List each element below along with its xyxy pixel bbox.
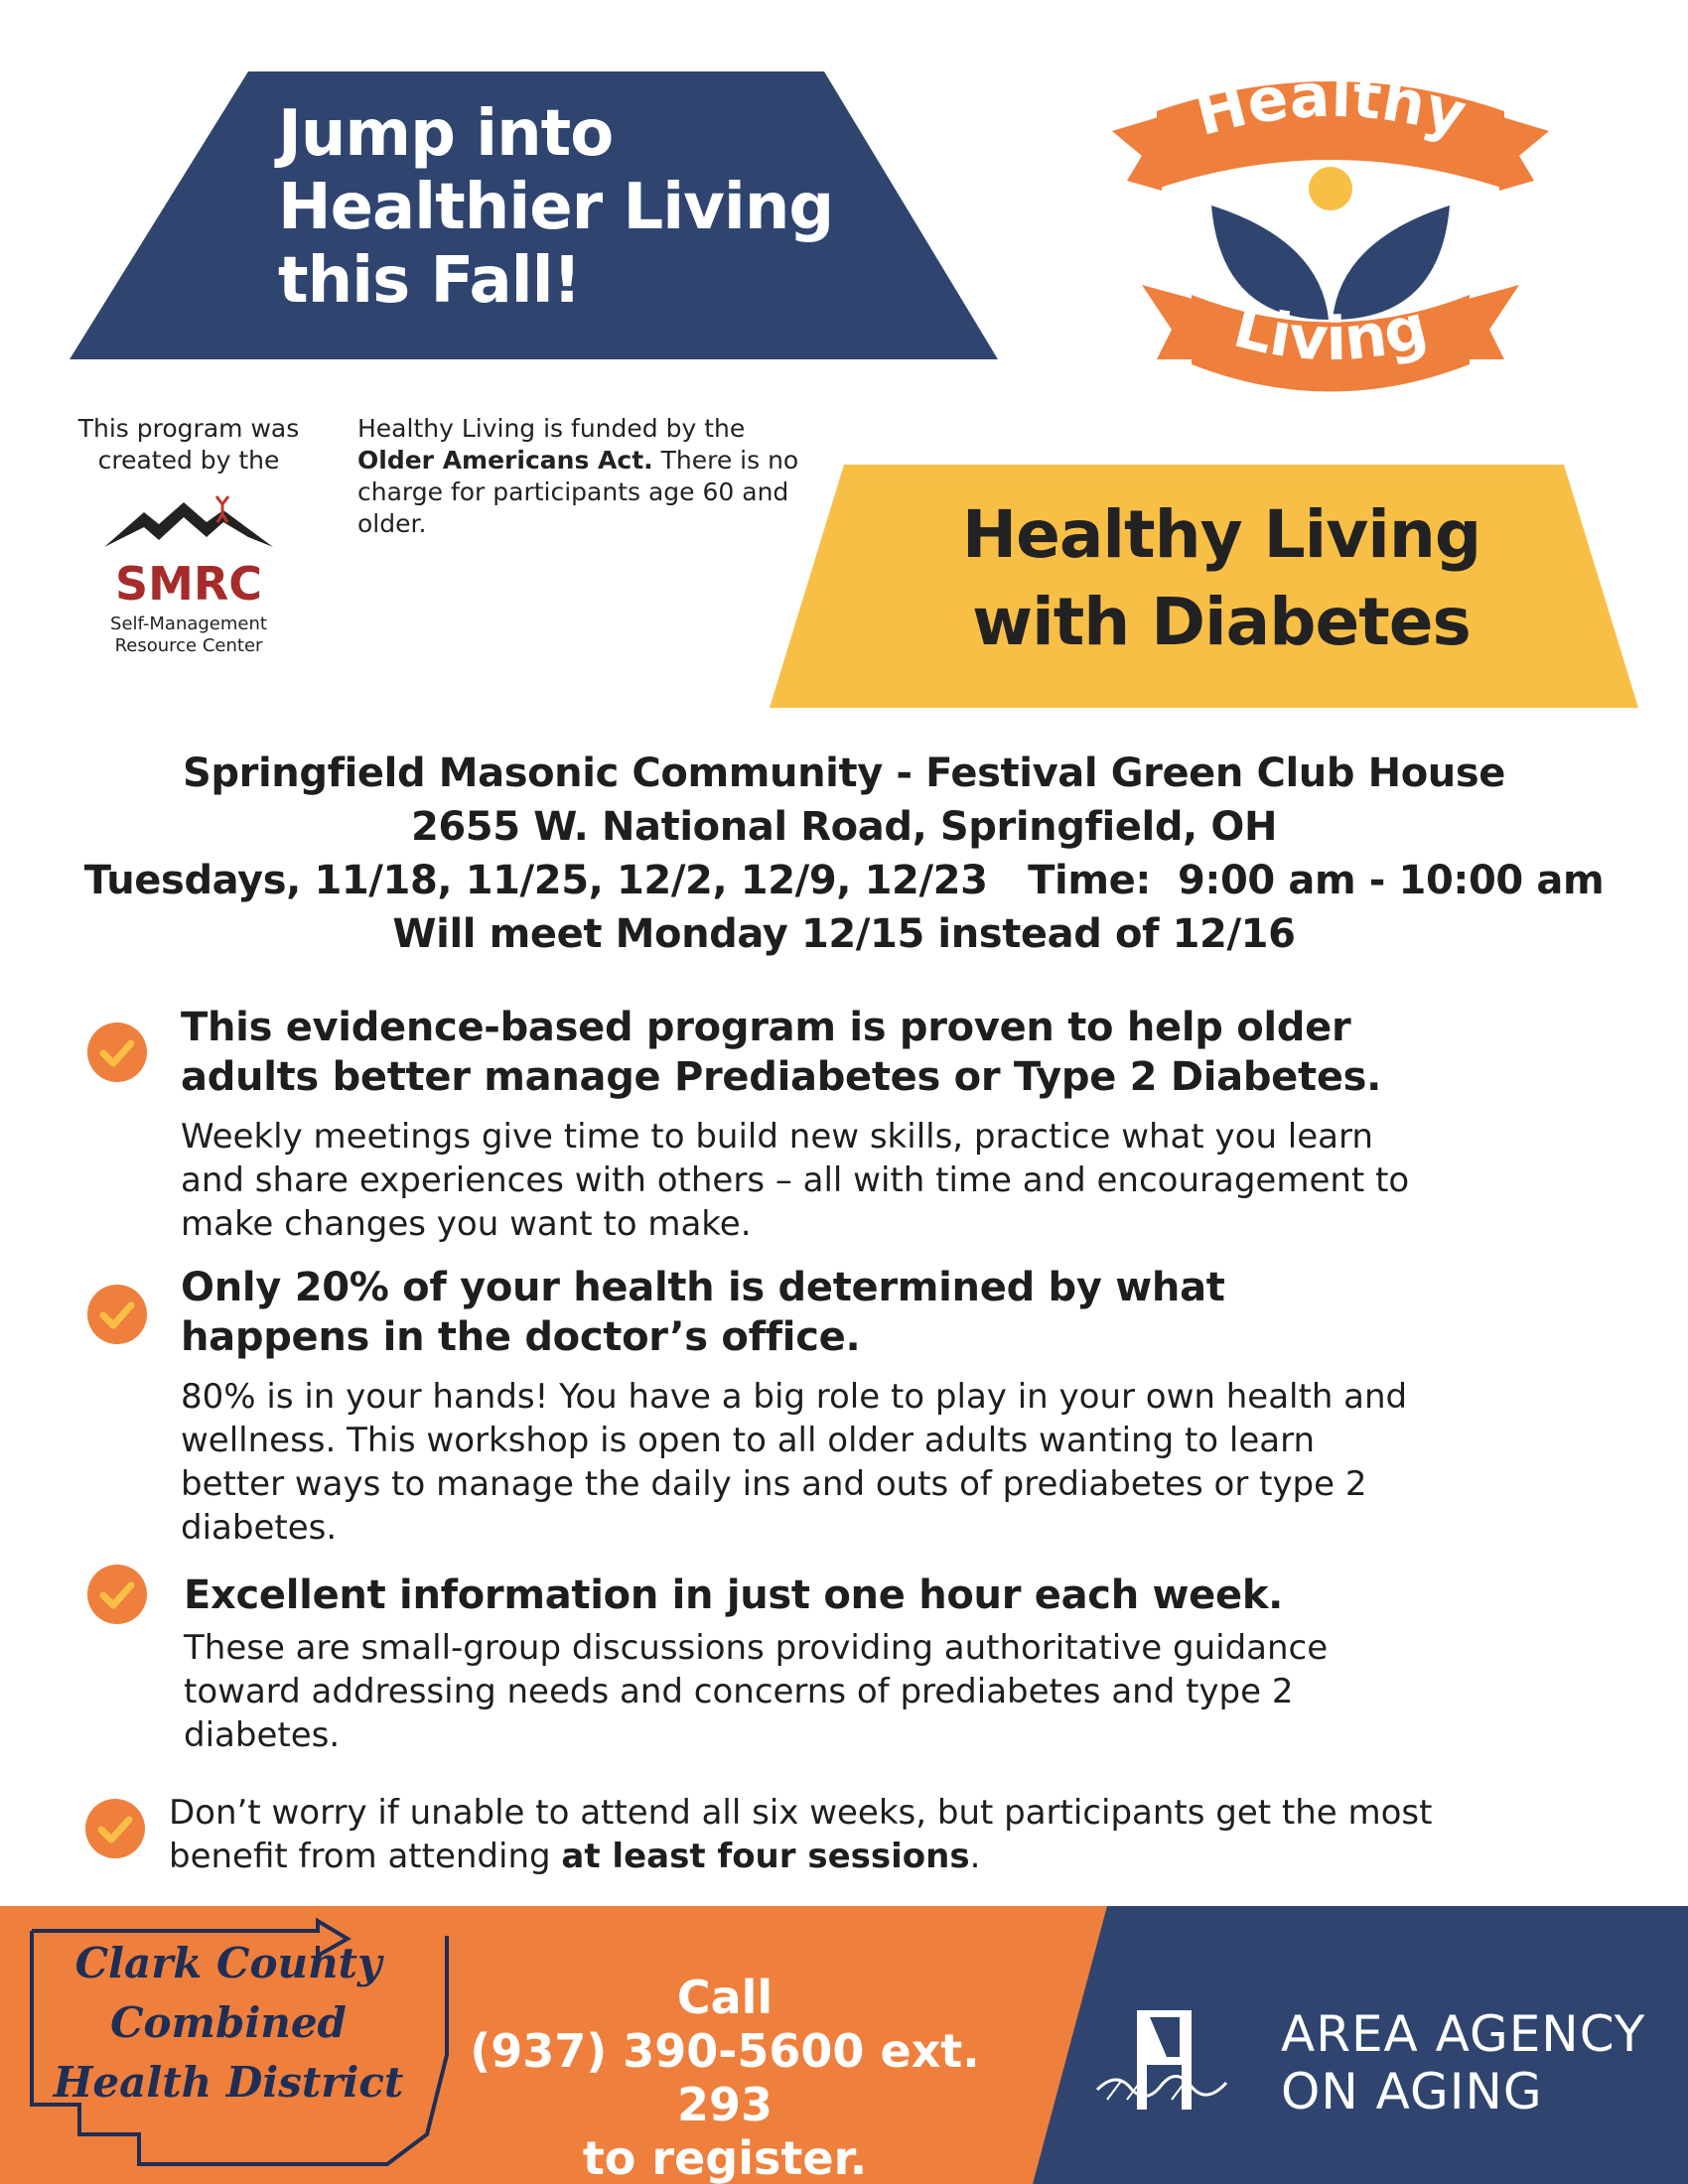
- aaa-line: AREA AGENCY: [1281, 2005, 1646, 2063]
- area-agency-logo-icon: [1092, 2005, 1251, 2124]
- item-body-line: wellness. This workshop is open to all older adults wanting to learn: [181, 1421, 1316, 1460]
- item-heading-line: happens in the doctor’s office.: [181, 1314, 861, 1360]
- item-body-line: [169, 1835, 1658, 1878]
- item-body: [181, 1375, 1650, 1550]
- cchd-logo-text: [50, 1934, 407, 2113]
- headline-line: this Fall!: [278, 244, 581, 318]
- item-body-line: Don’t worry if unable to attend all six weeks, but participants get the most: [169, 1793, 1433, 1833]
- schedule-block: [30, 747, 1658, 961]
- venue: Springfield Masonic Community - Festival Green Club House: [183, 751, 1505, 796]
- item-body-text: .: [969, 1837, 981, 1876]
- call-line: to register.: [582, 2131, 868, 2184]
- item-body-emphasis: at least four sessions: [561, 1837, 970, 1876]
- item-body-line: better ways to manage the daily ins and outs of prediabetes or type 2: [181, 1464, 1367, 1504]
- item-heading-line: adults better manage Prediabetes or Type 2 Diabetes.: [181, 1054, 1382, 1100]
- program-title-line: with Diabetes: [972, 584, 1471, 660]
- funding-note: [357, 413, 814, 540]
- program-title: [839, 491, 1604, 666]
- days-time: Tuesdays, 11/18, 11/25, 12/2, 12/9, 12/23 Time: 9:00 am - 10:00 am: [83, 858, 1605, 903]
- cchd-line: Clark County: [74, 1939, 382, 1987]
- item-heading-line: This evidence-based program is proven to help older: [181, 1005, 1351, 1050]
- item-body-line: Weekly meetings give time to build new skills, practice what you learn: [181, 1117, 1373, 1157]
- item-body: [169, 1791, 1658, 1878]
- item-heading: [181, 1263, 1650, 1362]
- logo-bottom-word: Living: [1226, 291, 1435, 375]
- healthy-living-logo: [1102, 62, 1559, 419]
- check-icon: [85, 1563, 149, 1626]
- smrc-name-line: Self-Management: [110, 614, 267, 634]
- funding-act: Older Americans Act.: [357, 446, 653, 475]
- item-body-line: 80% is in your hands! You have a big role to play in your own health and: [181, 1377, 1408, 1417]
- item-heading-line: Excellent information in just one hour each week.: [184, 1572, 1284, 1618]
- headline-line: Jump into: [278, 97, 614, 171]
- item-body-line: and share experiences with others – all with time and encouragement to: [181, 1160, 1410, 1200]
- smrc-name-line: Resource Center: [114, 635, 263, 656]
- cchd-line: Combined: [110, 1998, 347, 2047]
- item-heading: [181, 1003, 1650, 1102]
- check-icon: [85, 1021, 149, 1084]
- area-agency-name: [1281, 2005, 1678, 2120]
- cchd-line: Health District: [53, 2058, 404, 2107]
- item-body: [184, 1626, 1653, 1757]
- address: 2655 W. National Road, Springfield, OH: [410, 804, 1278, 850]
- item-body-line: These are small-group discussions providing authoritative guidance: [184, 1628, 1329, 1668]
- headline: [278, 97, 894, 318]
- smrc-logo: [99, 492, 278, 661]
- item-body-line: make changes you want to make.: [181, 1204, 752, 1244]
- funding-suffix: There is no charge for participants age 60 and older.: [357, 446, 799, 538]
- item-body: [181, 1115, 1650, 1246]
- check-icon: [85, 1283, 149, 1346]
- smrc-abbrev: SMRC: [114, 557, 263, 611]
- created-by-text: This program was created by the: [77, 414, 300, 475]
- item-body-line: diabetes.: [181, 1508, 338, 1548]
- aaa-line: ON AGING: [1281, 2063, 1543, 2120]
- call-to-register: [427, 1971, 1023, 2184]
- schedule-note: Will meet Monday 12/15 instead of 12/16: [392, 911, 1296, 957]
- item-body-line: toward addressing needs and concerns of prediabetes and type 2: [184, 1672, 1294, 1711]
- headline-line: Healthier Living: [278, 171, 834, 244]
- item-heading: [184, 1570, 1653, 1620]
- item-body-text: benefit from attending: [169, 1837, 562, 1876]
- item-heading-line: Only 20% of your health is determined by what: [181, 1265, 1225, 1310]
- call-phone[interactable]: (937) 390-5600 ext. 293: [470, 2024, 980, 2131]
- logo-top-word: Healthy: [1189, 62, 1474, 151]
- item-body-line: diabetes.: [184, 1715, 341, 1755]
- call-line: Call: [676, 1971, 774, 2024]
- program-title-line: Healthy Living: [961, 496, 1481, 573]
- svg-text:Living: [1227, 292, 1434, 375]
- check-icon: [83, 1797, 147, 1860]
- funding-prefix: Healthy Living is funded by the: [357, 414, 746, 443]
